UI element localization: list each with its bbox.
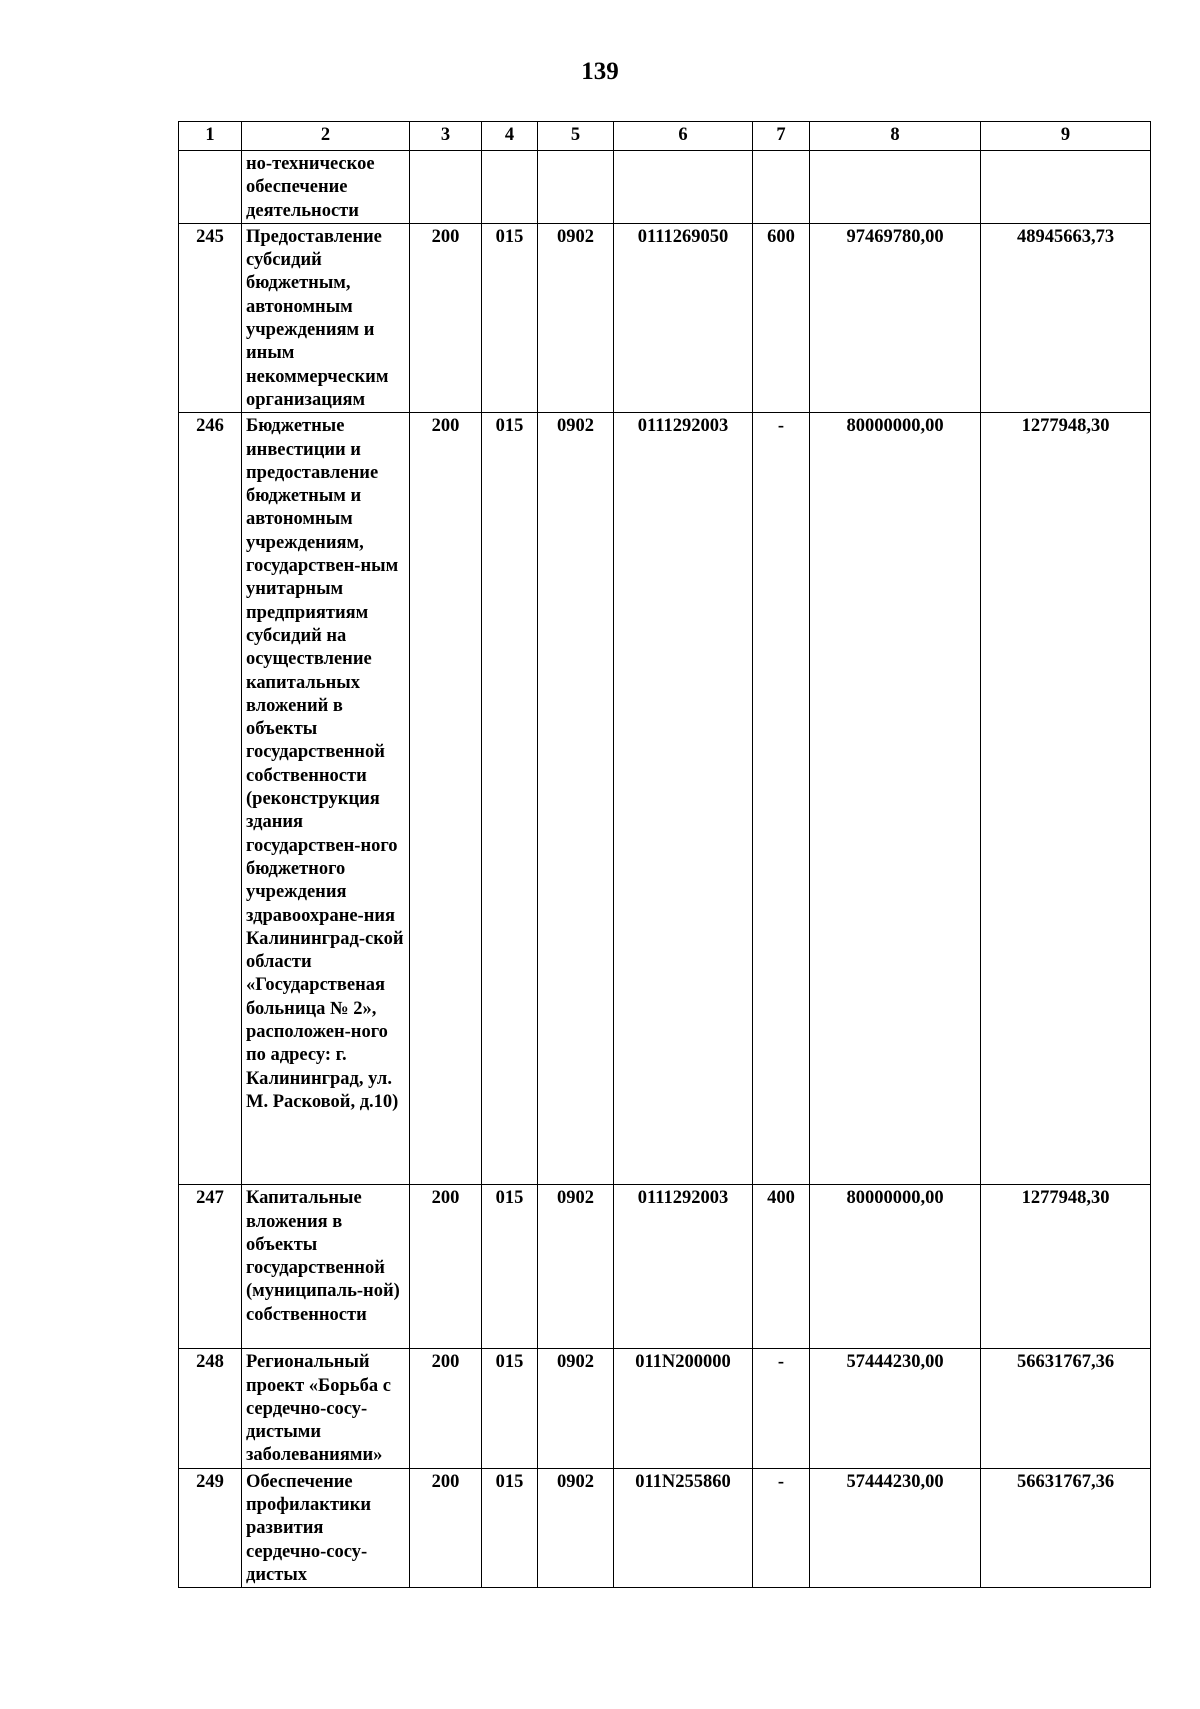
page-number: 139 xyxy=(581,58,619,85)
table-row xyxy=(179,1185,1151,1349)
col3-value: 200 xyxy=(410,1349,482,1468)
col6-value: 0111292003 xyxy=(614,413,753,1185)
column-header-8: 8 xyxy=(810,122,981,151)
col4-value: 015 xyxy=(482,1349,538,1468)
col8-value: 57444230,00 xyxy=(810,1349,981,1468)
col6-value: 0111292003 xyxy=(614,1185,753,1349)
col5-value xyxy=(538,151,614,224)
col5-value: 0902 xyxy=(538,1468,614,1587)
row-name: Предоставление субсидий бюджетным, автономным учреждениям и иным некоммерческим организациям xyxy=(242,223,410,412)
col8-value: 57444230,00 xyxy=(810,1468,981,1587)
row-name: Региональный проект «Борьба с сердечно-сосу-дистыми заболеваниями» xyxy=(242,1349,410,1468)
col9-value: 48945663,73 xyxy=(981,223,1151,412)
col3-value: 200 xyxy=(410,1185,482,1349)
col3-value: 200 xyxy=(410,223,482,412)
col7-value: - xyxy=(753,1468,810,1587)
col8-value: 97469780,00 xyxy=(810,223,981,412)
col9-value: 1277948,30 xyxy=(981,413,1151,1185)
col5-value: 0902 xyxy=(538,223,614,412)
table-row xyxy=(179,1468,1151,1587)
row-number: 248 xyxy=(179,1349,242,1468)
col7-value: - xyxy=(753,413,810,1185)
col8-value: 80000000,00 xyxy=(810,413,981,1185)
col3-value xyxy=(410,151,482,224)
row-name: Бюджетные инвестиции и предоставление бюджетным и автономным учреждениям, государствен-ным унитарным предприятиям субсидий на осуществление капитальных вложений в объекты государственной собственности (реконструкция здания государствен-ного бюджетного учреждения здравоохране-ния Калининград-ской области «Государственая больница № 2», расположен-ного по адресу: г. Калининград, ул. М. Расковой, д.10) xyxy=(242,413,410,1185)
col4-value xyxy=(482,151,538,224)
column-header-7: 7 xyxy=(753,122,810,151)
col6-value: 011N200000 xyxy=(614,1349,753,1468)
row-number: 247 xyxy=(179,1185,242,1349)
row-number xyxy=(179,151,242,224)
col7-value xyxy=(753,151,810,224)
col3-value: 200 xyxy=(410,413,482,1185)
column-header-1: 1 xyxy=(179,122,242,151)
col4-value: 015 xyxy=(482,1468,538,1587)
column-header-6: 6 xyxy=(614,122,753,151)
row-number: 245 xyxy=(179,223,242,412)
column-header-4: 4 xyxy=(482,122,538,151)
col7-value: - xyxy=(753,1349,810,1468)
column-header-5: 5 xyxy=(538,122,614,151)
col5-value: 0902 xyxy=(538,413,614,1185)
row-name: но-техническое обеспечение деятельности xyxy=(242,151,410,224)
table-row xyxy=(179,223,1151,412)
col9-value xyxy=(981,151,1151,224)
table-row xyxy=(179,1349,1151,1468)
col8-value: 80000000,00 xyxy=(810,1185,981,1349)
row-number: 249 xyxy=(179,1468,242,1587)
column-header-9: 9 xyxy=(981,122,1151,151)
col4-value: 015 xyxy=(482,1185,538,1349)
table-row xyxy=(179,413,1151,1185)
col9-value: 56631767,36 xyxy=(981,1349,1151,1468)
row-number: 246 xyxy=(179,413,242,1185)
col5-value: 0902 xyxy=(538,1349,614,1468)
col4-value: 015 xyxy=(482,413,538,1185)
row-name: Обеспечение профилактики развития сердечно-сосу-дистых xyxy=(242,1468,410,1587)
col6-value xyxy=(614,151,753,224)
col6-value: 0111269050 xyxy=(614,223,753,412)
header-row xyxy=(179,122,1151,151)
col7-value: 600 xyxy=(753,223,810,412)
column-header-2: 2 xyxy=(242,122,410,151)
col3-value: 200 xyxy=(410,1468,482,1587)
budget-table xyxy=(178,121,1151,1588)
col4-value: 015 xyxy=(482,223,538,412)
col5-value: 0902 xyxy=(538,1185,614,1349)
col9-value: 1277948,30 xyxy=(981,1185,1151,1349)
col9-value: 56631767,36 xyxy=(981,1468,1151,1587)
col7-value: 400 xyxy=(753,1185,810,1349)
row-name: Капитальные вложения в объекты государственной (муниципаль-ной) собственности xyxy=(242,1185,410,1349)
table-row xyxy=(179,151,1151,224)
col6-value: 011N255860 xyxy=(614,1468,753,1587)
column-header-3: 3 xyxy=(410,122,482,151)
col8-value xyxy=(810,151,981,224)
